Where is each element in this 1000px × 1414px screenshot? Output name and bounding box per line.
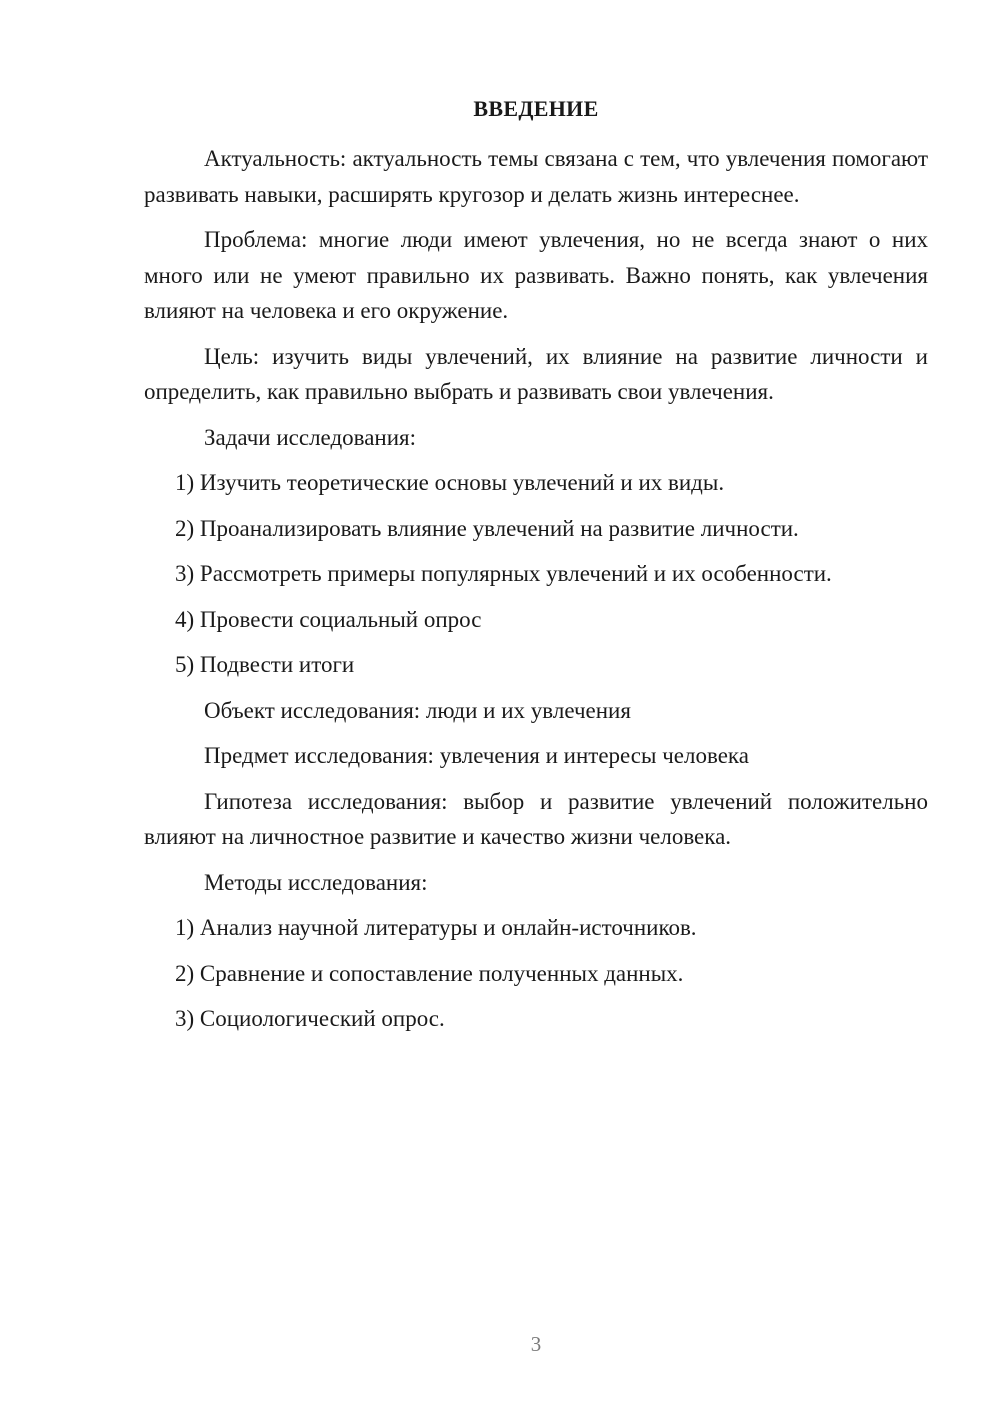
methods-title: Методы исследования: — [204, 869, 428, 895]
tasks-title: Задачи исследования: — [204, 424, 417, 450]
list-item: 1) Изучить теоретические основы увлечений и их виды. — [175, 470, 725, 495]
list-item: 5) Подвести итоги — [175, 652, 355, 677]
list-item: 2) Проанализировать влияние увлечений на развитие личности. — [175, 515, 799, 541]
goal-paragraph: Цель: изучить виды увлечений, их влияние на развитие личности и определить, как правильно выбрать и развивать свои увлечения. — [144, 343, 928, 404]
list-item: 2) Сравнение и сопоставление полученных данных. — [175, 960, 684, 986]
hypothesis-paragraph: Гипотеза исследования: выбор и развитие увлечений положительно влияют на личностное развитие и качество жизни человека. — [144, 788, 928, 849]
page-title: ВВЕДЕНИЕ — [473, 96, 599, 121]
list-item: 3) Социологический опрос. — [175, 1006, 445, 1031]
methods-list — [144, 910, 928, 1037]
problem-paragraph: Проблема: многие люди имеют увлечения, но не всегда знают о них много или не умеют правильно их развивать. Важно понять, как увлечения влияют на человека и его окружение. — [144, 227, 928, 323]
list-item: 1) Анализ научной литературы и онлайн-источников. — [175, 915, 697, 940]
subject-paragraph: Предмет исследования: увлечения и интересы человека — [204, 743, 749, 768]
relevance-paragraph: Актуальность: актуальность темы связана с тем, что увлечения помогают развивать навыки, расширять кругозор и делать жизнь интереснее. — [144, 146, 928, 207]
object-paragraph: Объект исследования: люди и их увлечения — [204, 697, 631, 723]
page-number: 3 — [530, 1332, 542, 1356]
document-body — [144, 141, 928, 1047]
list-item: 4) Провести социальный опрос — [175, 606, 482, 632]
list-item: 3) Рассмотреть примеры популярных увлечений и их особенности. — [175, 561, 832, 586]
tasks-list — [144, 465, 928, 683]
